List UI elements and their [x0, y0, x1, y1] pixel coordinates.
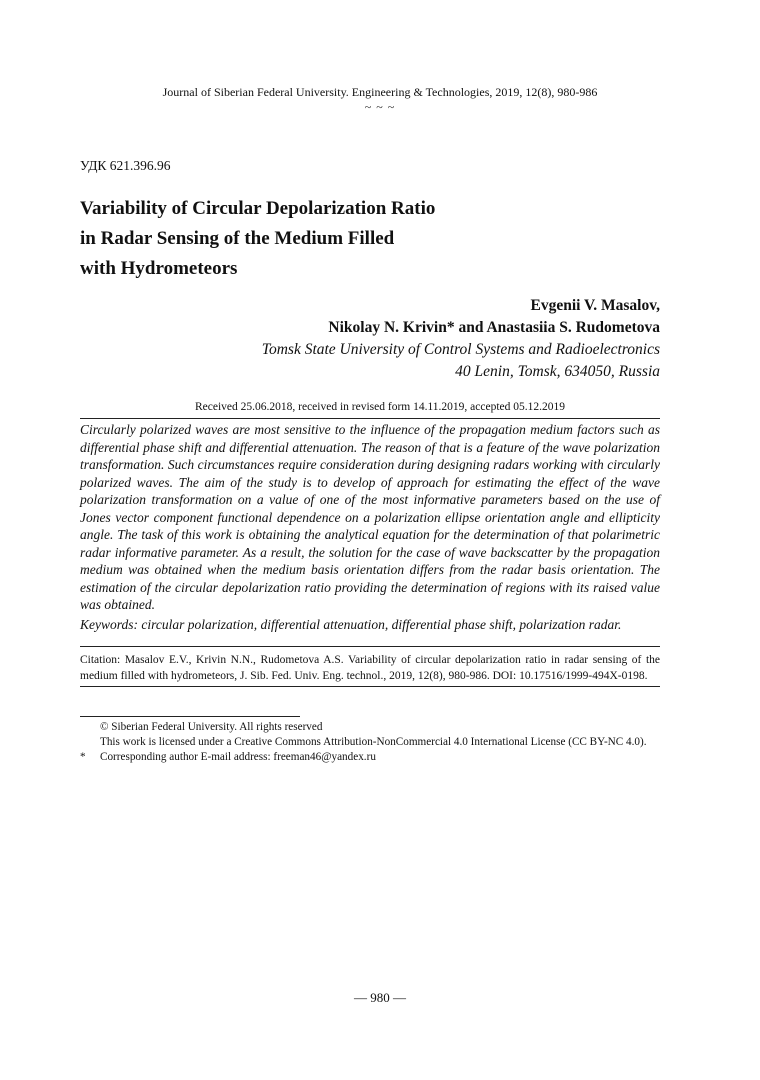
- authors-line-1: Evgenii V. Masalov,: [530, 297, 660, 314]
- journal-header: Journal of Siberian Federal University. Engineering & Technologies, 2019, 12(8), 980-986: [162, 85, 598, 99]
- udk-code: УДК 621.396.96: [80, 158, 171, 173]
- abstract: Circularly polarized waves are most sensitive to the influence of the propagation medium factors such as differential phase shift and differential attenuation. The reason of that is a feature of the wave polarization transformation. Such circumstances require consideration during designing radars working with circularly polarized waves. The aim of the study is to develop of approach for estimating the effect of the wave polarization transformation on a value of one of the most informative parameters based on the use of Jones vector component functional dependence on a polarization ellipse orientation angle and ellipticity angle. The task of this work is obtaining the analytical equation for the determination of that polarimetric radar informative parameter. As a result, the solution for the case of wave backscatter by the propagation medium was obtained when the medium basis orientation differs from the radar basis orientation. The estimation of the circular depolarization ratio providing the determination of regions with its raised value was obtained.: [80, 422, 660, 612]
- paper-title: [80, 194, 560, 284]
- abstract-top-rule: [80, 418, 660, 419]
- title-line: in Radar Sensing of the Medium Filled: [80, 228, 395, 249]
- title-line: Variability of Circular Depolarization Ratio: [80, 198, 436, 219]
- footnote-corresponding: * Corresponding author E-mail address: freeman46@yandex.ru: [80, 751, 376, 763]
- address: 40 Lenin, Tomsk, 634050, Russia: [455, 363, 660, 380]
- received-dates: Received 25.06.2018, received in revised form 14.11.2019, accepted 05.12.2019: [194, 401, 566, 413]
- footnote-copyright: © Siberian Federal University. All rights reserved: [100, 721, 323, 733]
- page-number: — 980 —: [354, 990, 406, 1005]
- authors-line-2: Nikolay N. Krivin* and Anastasiia S. Rudometova: [328, 319, 660, 336]
- affiliation: Tomsk State University of Control Systems and Radioelectronics: [261, 341, 660, 358]
- citation-top-rule: [80, 646, 660, 647]
- footnote-license: This work is licensed under a Creative Commons Attribution-NonCommercial 4.0 International License (CC BY-NC 4.0).: [100, 736, 647, 748]
- title-line: with Hydrometeors: [80, 258, 238, 279]
- header-separator: ~ ~ ~: [364, 100, 396, 114]
- citation: Citation: Masalov E.V., Krivin N.N., Rudometova A.S. Variability of circular depolarization ratio in radar sensing of the medium filled with hydrometeors, J. Sib. Fed. Univ. Eng. technol., 2019, 12(8), 980-986. DOI: 10.17516/1999-494X-0198.: [80, 654, 660, 682]
- citation-bottom-rule: [80, 686, 660, 687]
- author-block: [262, 295, 660, 383]
- keywords: Keywords: circular polarization, differential attenuation, differential phase shift, polarization radar.: [80, 617, 622, 632]
- footnote-asterisk: *: [80, 751, 86, 763]
- footnote-rule: [80, 716, 300, 717]
